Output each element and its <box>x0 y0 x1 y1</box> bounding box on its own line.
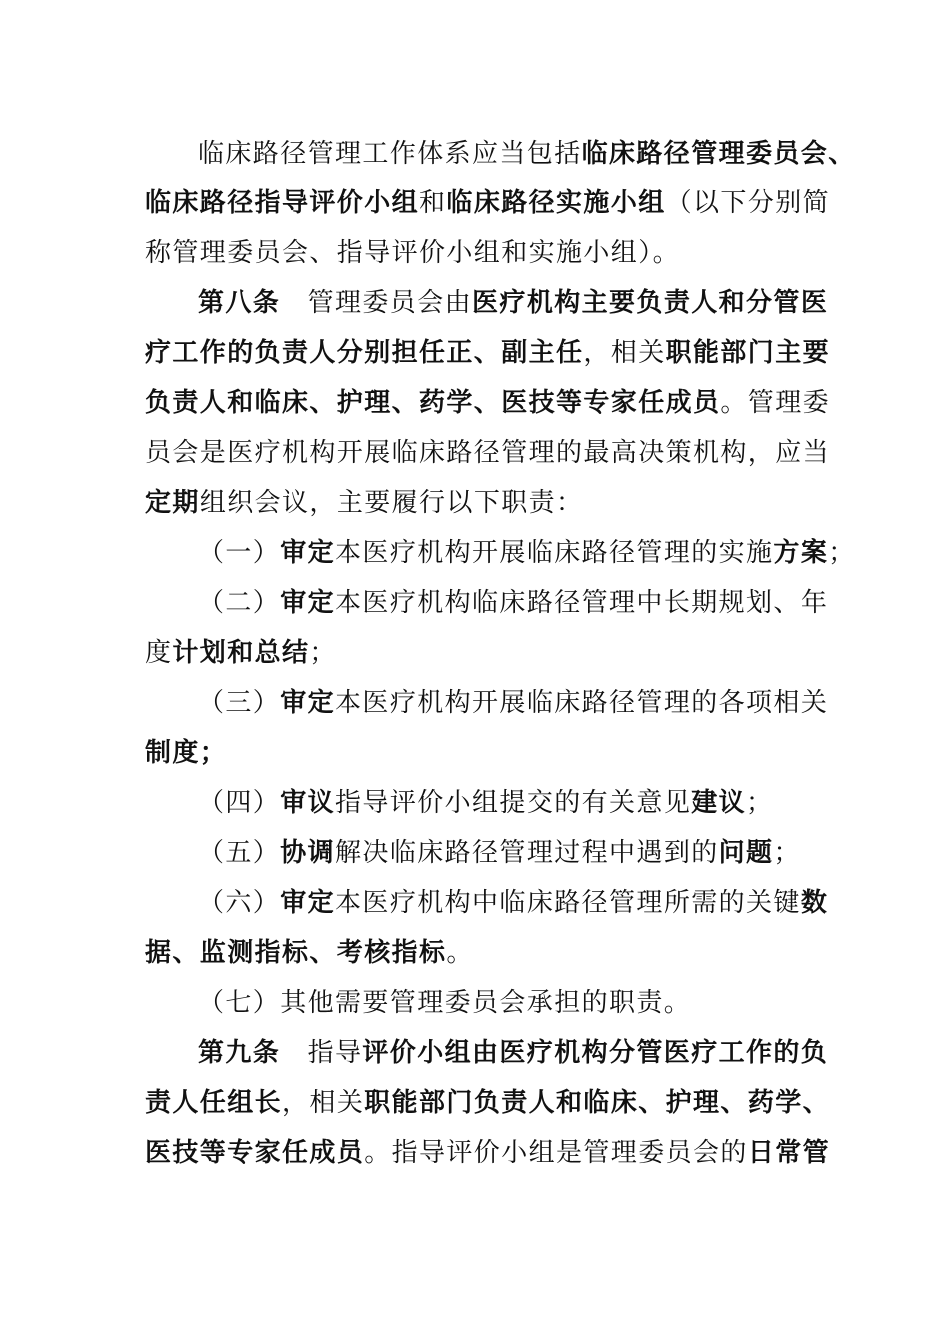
bold-text-run: 评价小组由医疗机构分管医疗工作的负 <box>362 1038 829 1068</box>
list-item <box>198 786 773 820</box>
bold-text-run: 制度； <box>145 738 228 768</box>
bold-text-run: 职能部门主要 <box>665 338 831 368</box>
text-run: （以下分别简 <box>665 188 831 218</box>
text-run: 本医疗机构开展临床路径管理的实施 <box>335 538 774 568</box>
paragraph-line <box>145 486 583 520</box>
list-item <box>198 536 856 570</box>
text-run: 本医疗机构开展临床路径管理的各项相关 <box>335 688 829 718</box>
text-run: 管理委员会由 <box>280 288 473 318</box>
list-item-continuation <box>145 936 474 970</box>
bold-text-run: 临床路径管理委员会 <box>581 139 829 169</box>
paragraph-line <box>145 236 680 270</box>
bold-text-run: 计划和总结 <box>172 638 310 668</box>
article-heading-line <box>198 286 829 320</box>
bold-text-run: 审定 <box>280 588 336 618</box>
list-item <box>198 986 691 1020</box>
bold-text-run: 疗工作的负责人分别担任正、副主任 <box>145 338 584 368</box>
list-item-marker: （一） <box>198 538 281 568</box>
paragraph-line <box>145 436 831 470</box>
bold-text-run: 方案 <box>773 538 829 568</box>
text-run: 指导评价小组提交的有关意见 <box>335 788 692 818</box>
text-run: 称管理委员会、指导评价小组和实施小组）。 <box>145 238 681 268</box>
list-item <box>198 686 828 720</box>
bold-text-run: 数 <box>800 888 829 918</box>
bold-text-run: 医技等专家任成员 <box>145 1138 365 1168</box>
text-run: ； <box>309 638 337 668</box>
bold-text-run: 据、监测指标、考核指标 <box>145 938 447 968</box>
text-run: 本医疗机构临床路径管理中长期规划、年 <box>335 588 829 618</box>
text-run: 组织会议，主要履行以下职责： <box>199 488 584 518</box>
text-run: 指导 <box>280 1038 363 1068</box>
list-item-marker: （三） <box>198 688 281 718</box>
list-item-marker: （二） <box>198 588 281 618</box>
text-run: ，相关 <box>583 338 666 368</box>
text-run: 本医疗机构中临床路径管理所需的关键 <box>335 888 801 918</box>
bold-text-run: 、 <box>828 139 856 169</box>
paragraph-line <box>145 1136 831 1170</box>
text-run: ； <box>773 838 801 868</box>
bold-text-run: 临床路径实施小组 <box>446 188 666 218</box>
text-run: 。 <box>446 938 474 968</box>
bold-text-run: 日常管 <box>747 1138 831 1168</box>
text-run: 临床路径管理工作体系应当包括 <box>198 139 582 169</box>
bold-text-run: 建议 <box>691 788 747 818</box>
list-item-continuation <box>145 636 337 670</box>
text-run: 。管理委 <box>720 388 831 418</box>
bold-text-run: 协调 <box>280 838 336 868</box>
text-run: （七）其他需要管理委员会承担的职责。 <box>198 988 692 1018</box>
paragraph-line <box>198 137 856 171</box>
paragraph-line <box>145 336 831 370</box>
list-item <box>198 836 801 870</box>
paragraph-line <box>145 386 831 420</box>
list-item <box>198 586 828 620</box>
article-heading-line <box>198 1036 829 1070</box>
text-run: ； <box>746 788 774 818</box>
article-number: 第九条 <box>198 1038 281 1068</box>
text-run: 解决临床路径管理过程中遇到的 <box>335 838 719 868</box>
bold-text-run: 审定 <box>280 888 336 918</box>
bold-text-run: 审议 <box>280 788 336 818</box>
bold-text-run: 问题 <box>718 838 774 868</box>
paragraph-line <box>145 186 831 220</box>
text-run: 。指导评价小组是管理委员会的 <box>364 1138 748 1168</box>
bold-text-run: 医疗机构主要负责人和分管医 <box>472 288 829 318</box>
text-run: ； <box>828 538 856 568</box>
text-run: 度 <box>145 638 173 668</box>
bold-text-run: 定期 <box>145 488 200 518</box>
list-item <box>198 886 828 920</box>
bold-text-run: 负责人和临床、护理、药学、医技等专家任成员 <box>145 388 721 418</box>
text-run: 员会是医疗机构开展临床路径管理的最高决策机构，应当 <box>145 438 831 468</box>
bold-text-run: 职能部门负责人和临床、护理、药学、 <box>364 1088 831 1118</box>
list-item-continuation <box>145 736 227 770</box>
text-run: 和 <box>419 188 447 218</box>
paragraph-line <box>145 1086 831 1120</box>
list-item-marker: （五） <box>198 838 281 868</box>
list-item-marker: （六） <box>198 888 281 918</box>
article-number: 第八条 <box>198 288 281 318</box>
bold-text-run: 审定 <box>280 538 336 568</box>
bold-text-run: 临床路径指导评价小组 <box>145 188 420 218</box>
text-run: ，相关 <box>282 1088 365 1118</box>
bold-text-run: 审定 <box>280 688 336 718</box>
list-item-marker: （四） <box>198 788 281 818</box>
bold-text-run: 责人任组长 <box>145 1088 283 1118</box>
